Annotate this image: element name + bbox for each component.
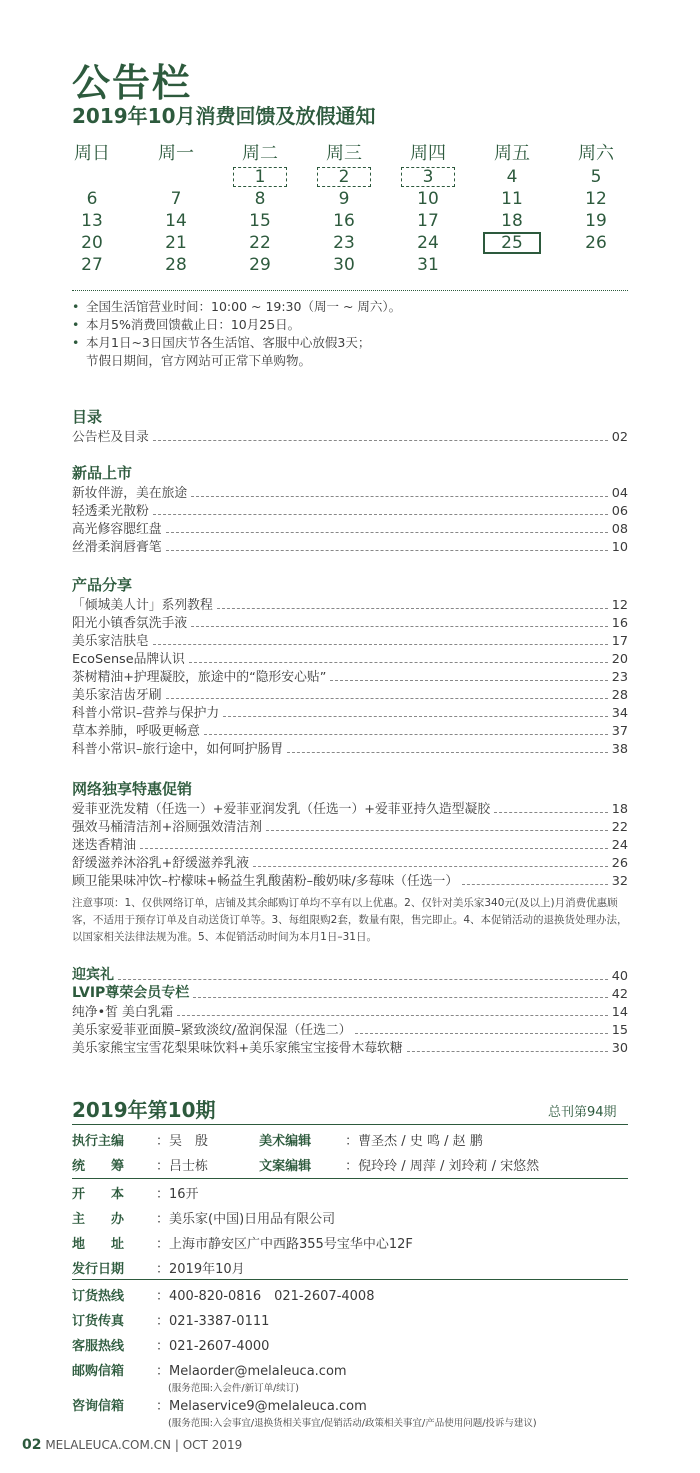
toc-entry-page: 02 bbox=[611, 430, 628, 445]
calendar-day-number: 3 bbox=[401, 167, 455, 187]
toc-entry[interactable] bbox=[72, 799, 628, 817]
toc-entry-title: 强效马桶清洁剂+浴厕强效清洁剂 bbox=[72, 820, 262, 835]
calendar-day: 12 bbox=[585, 189, 607, 209]
calendar-day: 28 bbox=[165, 255, 187, 275]
calendar-day: 10 bbox=[417, 189, 439, 209]
info-label: 邮购信箱 bbox=[72, 1364, 125, 1379]
calendar-day-number: 1 bbox=[233, 167, 287, 187]
calendar-week-row bbox=[50, 210, 642, 232]
calendar-day: 8 bbox=[254, 189, 266, 209]
credit-label: 统 筹 bbox=[72, 1159, 125, 1174]
toc-entry-title: 新妆伴游，美在旅途 bbox=[72, 486, 188, 501]
calendar-day: 16 bbox=[333, 211, 355, 231]
info-label: 订货传真 bbox=[72, 1314, 125, 1329]
toc-entry[interactable] bbox=[72, 519, 628, 537]
toc-entry-title: 美乐家爱菲亚面膜–紧致淡纹/盈润保湿（任选二） bbox=[72, 1023, 352, 1038]
toc-entry-title: 顾卫能果味冲饮–柠檬味+畅益生乳酸菌粉–酸奶味/多莓味（任选一） bbox=[72, 874, 459, 889]
credit-label: 美术编辑 bbox=[259, 1134, 312, 1149]
toc-entry-page: 32 bbox=[611, 874, 628, 889]
weekday-label: 周六 bbox=[578, 143, 614, 164]
toc-leader bbox=[223, 716, 608, 717]
info-value[interactable]: 400-820-0816 021-2607-4008 bbox=[169, 1289, 375, 1304]
info-label: 订货热线 bbox=[72, 1289, 125, 1304]
info-value: 16开 bbox=[169, 1187, 199, 1202]
calendar-day: 27 bbox=[81, 255, 103, 275]
calendar-week-row bbox=[50, 188, 642, 210]
toc-leader bbox=[153, 514, 608, 515]
toc-entry-page: 37 bbox=[611, 724, 628, 739]
toc-leader bbox=[253, 866, 608, 867]
calendar-week-row bbox=[50, 232, 642, 254]
toc-entry-page: 23 bbox=[611, 670, 628, 685]
credit-value: 吕士栋 bbox=[169, 1159, 209, 1174]
calendar-day: 18 bbox=[501, 211, 523, 231]
colon: ： bbox=[156, 1364, 170, 1379]
info-order-fax bbox=[72, 1310, 269, 1329]
toc-entry[interactable] bbox=[72, 853, 628, 871]
toc-leader bbox=[166, 550, 608, 551]
toc-entry-page: 04 bbox=[611, 486, 628, 501]
promo-terms-note: 注意事项：1、仅供网络订单，店铺及其余邮购订单均不享有以上优惠。2、仅针对美乐家340元(及以上)月消费优惠顾客，不适用于预存订单及自动送货订单等。3、每组限购2套，数量有限，售完即止。4、本促销活动的退换货处理办法，以国家相关法律法规为准。5、本促销活动时间为本月1日–31日。 bbox=[72, 897, 628, 943]
info-consult-mailbox bbox=[72, 1395, 537, 1429]
calendar-day-number: 2 bbox=[317, 167, 371, 187]
toc-entry-page: 40 bbox=[611, 969, 628, 984]
colon: ： bbox=[156, 1212, 170, 1227]
colon: ： bbox=[156, 1339, 170, 1354]
toc-entry-page: 17 bbox=[611, 634, 628, 649]
colon: ： bbox=[156, 1399, 170, 1414]
toc-new-products bbox=[72, 463, 628, 555]
info-host bbox=[72, 1208, 335, 1227]
toc-section-title: 网络独享特惠促销 bbox=[72, 780, 193, 798]
toc-entry-page: 26 bbox=[611, 856, 628, 871]
calendar-day: 31 bbox=[417, 255, 439, 275]
toc-entry-page: 12 bbox=[611, 598, 628, 613]
info-value: 美乐家(中国)日用品有限公司 bbox=[169, 1212, 336, 1227]
info-note: (服务范围:入会件/新订单/续订) bbox=[168, 1383, 300, 1394]
notice-item: • 本月5%消费回馈截止日：10月25日。 bbox=[72, 316, 401, 334]
calendar-day: 4 bbox=[506, 167, 518, 187]
toc-entry[interactable] bbox=[72, 649, 628, 667]
toc-entry-title: 科普小常识–旅行途中，如何呵护肠胃 bbox=[72, 742, 284, 757]
toc-entry-title: 草本养肺，呼吸更畅意 bbox=[72, 724, 200, 739]
calendar-day: 20 bbox=[81, 233, 103, 253]
toc-entry[interactable] bbox=[72, 427, 628, 445]
toc-leader bbox=[217, 608, 608, 609]
page-footer bbox=[22, 1437, 242, 1453]
toc-entry-page: 10 bbox=[611, 540, 628, 555]
info-label: 开 本 bbox=[72, 1187, 125, 1202]
info-label: 发行日期 bbox=[72, 1262, 125, 1277]
toc-entry[interactable] bbox=[72, 595, 628, 613]
toc-entry-page: 20 bbox=[611, 652, 628, 667]
toc-entry-page: 08 bbox=[611, 522, 628, 537]
toc-leader bbox=[193, 997, 607, 998]
calendar-day: 14 bbox=[165, 211, 187, 231]
toc-leader bbox=[462, 884, 608, 885]
calendar-day-holiday bbox=[218, 167, 302, 187]
credit-exec-editor bbox=[72, 1130, 483, 1149]
info-order-mailbox bbox=[72, 1360, 347, 1394]
weekday-label: 周日 bbox=[74, 143, 110, 164]
divider bbox=[72, 290, 628, 291]
colon: ： bbox=[156, 1134, 170, 1149]
toc-entry[interactable] bbox=[72, 739, 628, 757]
calendar bbox=[50, 138, 642, 276]
toc-entry[interactable] bbox=[72, 631, 628, 649]
info-label: 主 办 bbox=[72, 1212, 125, 1227]
toc-entry[interactable] bbox=[72, 501, 628, 519]
toc-leader bbox=[177, 1015, 608, 1016]
divider bbox=[72, 1178, 628, 1179]
info-value: 2019年10月 bbox=[169, 1262, 245, 1277]
calendar-day: 19 bbox=[585, 211, 607, 231]
toc-entry[interactable] bbox=[72, 613, 628, 631]
colon: ： bbox=[156, 1237, 170, 1252]
weekday-label: 周五 bbox=[494, 143, 530, 164]
calendar-week-row bbox=[50, 166, 642, 188]
weekday-label: 周四 bbox=[410, 143, 446, 164]
toc-leader bbox=[407, 1051, 608, 1052]
toc-entry-title: 美乐家洁齿牙刷 bbox=[72, 688, 162, 703]
toc-catalog bbox=[72, 407, 628, 445]
toc-entry[interactable] bbox=[72, 483, 628, 501]
calendar-week-row bbox=[50, 254, 642, 276]
colon: ： bbox=[345, 1159, 359, 1174]
toc-entry[interactable] bbox=[72, 1038, 628, 1056]
info-label: 客服热线 bbox=[72, 1339, 125, 1354]
weekday-label: 周一 bbox=[158, 143, 194, 164]
colon: ： bbox=[156, 1314, 170, 1329]
info-value[interactable]: 021-2607-4000 bbox=[169, 1339, 270, 1354]
notice-list bbox=[72, 298, 401, 370]
colon: ： bbox=[156, 1159, 170, 1174]
toc-leader bbox=[287, 752, 608, 753]
toc-entry-page: 22 bbox=[611, 820, 628, 835]
toc-leader bbox=[153, 644, 608, 645]
toc-entry[interactable] bbox=[72, 835, 628, 853]
toc-entry[interactable] bbox=[72, 984, 628, 1002]
toc-leader bbox=[189, 662, 608, 663]
issue-title: 2019年第10期 bbox=[72, 1098, 216, 1122]
calendar-day: 13 bbox=[81, 211, 103, 231]
credit-label: 执行主编 bbox=[72, 1134, 125, 1149]
footer-date: OCT 2019 bbox=[182, 1438, 243, 1452]
page-title: 公告栏 bbox=[72, 61, 193, 105]
toc-entry-title: 科普小常识–营养与保护力 bbox=[72, 706, 220, 721]
page-number: 02 bbox=[22, 1437, 42, 1453]
toc-entry-page: 15 bbox=[611, 1023, 628, 1038]
toc-leader bbox=[191, 496, 608, 497]
info-value: 021-3387-0111 bbox=[169, 1314, 270, 1329]
toc-leader bbox=[355, 1033, 607, 1034]
toc-entry[interactable] bbox=[72, 685, 628, 703]
toc-entry-title: 丝滑柔润唇膏笔 bbox=[72, 540, 162, 555]
toc-entry[interactable] bbox=[72, 817, 628, 835]
info-service-hotline bbox=[72, 1335, 269, 1354]
toc-entry-title: 「倾城美人计」系列教程 bbox=[72, 598, 213, 613]
toc-entry[interactable] bbox=[72, 703, 628, 721]
toc-entry-title: LVIP尊荣会员专栏 bbox=[72, 985, 190, 1001]
calendar-day-highlight bbox=[470, 232, 554, 254]
toc-entry-title: 迎宾礼 bbox=[72, 967, 114, 983]
notice-item: • 全国生活馆营业时间：10:00 ~ 19:30（周一 ~ 周六）。 bbox=[72, 298, 401, 316]
toc-leader bbox=[266, 830, 608, 831]
toc-leader bbox=[166, 698, 608, 699]
toc-leader bbox=[118, 979, 608, 980]
calendar-weekday-row bbox=[50, 138, 642, 166]
colon: ： bbox=[156, 1289, 170, 1304]
calendar-day: 24 bbox=[417, 233, 439, 253]
calendar-day-holiday bbox=[302, 167, 386, 187]
info-order-hotline bbox=[72, 1285, 374, 1304]
info-format bbox=[72, 1183, 199, 1202]
toc-entry-title: 轻透柔光散粉 bbox=[72, 504, 149, 519]
calendar-day: 29 bbox=[249, 255, 271, 275]
toc-entry-title: 迷迭香精油 bbox=[72, 838, 136, 853]
toc-entry-title: 茶树精油+护理凝胶，旅途中的“隐形安心贴” bbox=[72, 670, 327, 685]
notice-item-continued: 节假日期间，官方网站可正常下单购物。 bbox=[86, 353, 312, 368]
calendar-day: 21 bbox=[165, 233, 187, 253]
toc-entry-title: 高光修容腮红盘 bbox=[72, 522, 162, 537]
colon: ： bbox=[156, 1187, 170, 1202]
toc-leader bbox=[166, 532, 608, 533]
credit-planning bbox=[72, 1155, 539, 1174]
toc-product-share bbox=[72, 575, 628, 757]
toc-entry[interactable] bbox=[72, 1002, 628, 1020]
toc-entry-page: 18 bbox=[611, 802, 628, 817]
toc-leader bbox=[494, 812, 608, 813]
calendar-day: 26 bbox=[585, 233, 607, 253]
toc-leader bbox=[153, 440, 608, 441]
calendar-day-holiday bbox=[386, 167, 470, 187]
info-address bbox=[72, 1233, 413, 1252]
calendar-day: 5 bbox=[590, 167, 602, 187]
toc-entry-title: 美乐家洁肤皂 bbox=[72, 634, 149, 649]
toc-leader bbox=[204, 734, 608, 735]
toc-entry-page: 28 bbox=[611, 688, 628, 703]
toc-entry[interactable] bbox=[72, 537, 628, 555]
toc-entry-title: 公告栏及目录 bbox=[72, 430, 149, 445]
credit-value: 倪玲玲 / 周萍 / 刘玲莉 / 宋悠然 bbox=[358, 1159, 540, 1174]
toc-entry-title: 纯净•皙 美白乳霜 bbox=[72, 1005, 174, 1020]
toc-entry-page: 38 bbox=[611, 742, 628, 757]
toc-section-title: 目录 bbox=[72, 408, 103, 426]
calendar-day: 17 bbox=[417, 211, 439, 231]
calendar-day-number: 25 bbox=[483, 232, 541, 254]
email-link[interactable]: Melaservice9@melaleuca.com bbox=[169, 1399, 367, 1414]
credit-value: 吴 殷 bbox=[169, 1134, 209, 1149]
calendar-day: 6 bbox=[86, 189, 98, 209]
info-release-date bbox=[72, 1258, 245, 1277]
toc-entry-page: 14 bbox=[611, 1005, 628, 1020]
toc-entry-title: 阳光小镇香氛洗手液 bbox=[72, 616, 188, 631]
toc-entry[interactable] bbox=[72, 871, 628, 889]
divider bbox=[72, 1279, 628, 1280]
toc-section-title: 产品分享 bbox=[72, 576, 133, 594]
calendar-day: 23 bbox=[333, 233, 355, 253]
calendar-day: 15 bbox=[249, 211, 271, 231]
toc-entry[interactable] bbox=[72, 1020, 628, 1038]
weekday-label: 周二 bbox=[242, 143, 278, 164]
toc-entry-page: 24 bbox=[611, 838, 628, 853]
notice-subtitle: 2019年10月消费回馈及放假通知 bbox=[72, 104, 376, 128]
info-label: 咨询信箱 bbox=[72, 1399, 125, 1414]
toc-entry-page: 42 bbox=[611, 987, 628, 1002]
toc-entry-page: 06 bbox=[611, 504, 628, 519]
toc-entry-page: 34 bbox=[611, 706, 628, 721]
toc-entry-title: 爱菲亚洗发精（任选一）+爱菲亚润发乳（任选一）+爱菲亚持久造型凝胶 bbox=[72, 802, 491, 817]
issue-total: 总刊第94期 bbox=[548, 1105, 617, 1120]
toc-entry-page: 30 bbox=[611, 1041, 628, 1056]
info-note: (服务范围:入会事宜/退换货相关事宜/促销活动/政策相关事宜/产品使用问题/投诉与建议) bbox=[168, 1418, 537, 1429]
toc-online-promo bbox=[72, 779, 628, 946]
toc-leader bbox=[191, 626, 608, 627]
notice-item: • 本月1日~3日国庆节各生活馆、客服中心放假3天； bbox=[72, 334, 401, 352]
info-value: 上海市静安区广中西路355号宝华中心12F bbox=[169, 1237, 413, 1252]
toc-leader bbox=[140, 848, 608, 849]
calendar-day: 22 bbox=[249, 233, 271, 253]
calendar-day: 9 bbox=[338, 189, 350, 209]
calendar-day: 30 bbox=[333, 255, 355, 275]
toc-section-title: 新品上市 bbox=[72, 464, 133, 482]
toc-extras bbox=[72, 966, 628, 1056]
toc-entry[interactable] bbox=[72, 667, 628, 685]
toc-entry-page: 16 bbox=[611, 616, 628, 631]
calendar-day: 11 bbox=[501, 189, 523, 209]
credit-value: 曹圣杰 / 史 鸣 / 赵 鹏 bbox=[358, 1134, 483, 1149]
toc-entry-title: 美乐家熊宝宝雪花梨果味饮料+美乐家熊宝宝接骨木莓软糖 bbox=[72, 1041, 403, 1056]
colon: ： bbox=[156, 1262, 170, 1277]
footer-site[interactable]: MELALEUCA.COM.CN bbox=[45, 1438, 172, 1452]
weekday-label: 周三 bbox=[326, 143, 362, 164]
toc-entry-title: EcoSense品牌认识 bbox=[72, 652, 185, 667]
toc-entry-title: 舒缓滋养沐浴乳+舒缓滋养乳液 bbox=[72, 856, 250, 871]
footer-separator: | bbox=[174, 1438, 179, 1452]
info-label: 地 址 bbox=[72, 1237, 125, 1252]
email-link[interactable]: Melaorder@melaleuca.com bbox=[169, 1364, 347, 1379]
toc-entry[interactable] bbox=[72, 721, 628, 739]
toc-leader bbox=[330, 680, 607, 681]
calendar-day: 7 bbox=[170, 189, 182, 209]
colon: ： bbox=[345, 1134, 359, 1149]
credit-label: 文案编辑 bbox=[259, 1159, 312, 1174]
divider bbox=[72, 1124, 628, 1125]
